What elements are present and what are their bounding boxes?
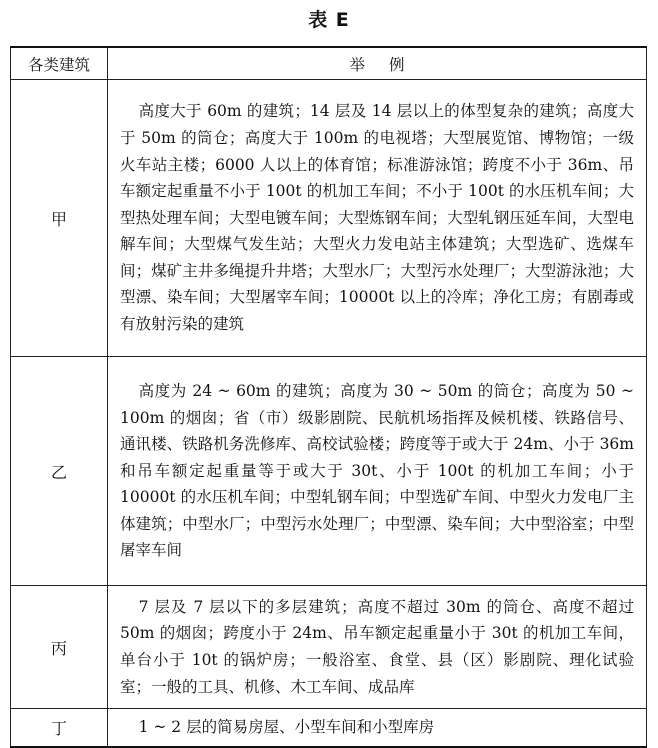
- table-title: 表 E: [308, 9, 350, 31]
- table-row: [11, 357, 647, 586]
- category-cell: 丁: [11, 709, 108, 748]
- table-row: [11, 80, 647, 357]
- header-category: 各类建筑: [11, 47, 108, 80]
- category-cell: 丙: [11, 586, 108, 709]
- table-row: [11, 709, 647, 748]
- category-cell: 乙: [11, 357, 108, 586]
- header-row: [11, 47, 647, 80]
- building-category-table: [10, 46, 647, 748]
- header-examples: 举例: [108, 47, 647, 80]
- category-cell: 甲: [11, 80, 108, 357]
- examples-cell: 高度大于 60m 的建筑；14 层及 14 层以上的体型复杂的建筑；高度大于 50m 的筒仓；高度大于 100m 的电视塔；大型展览馆、博物馆；一级火车站主楼；6000 人以上的体育馆；标准游泳馆；跨度不小于 36m、吊车额定起重量不小于 100t 的机加工车间；不小于 100t 的水压机车间；大型热处理车间；大型电镀车间；大型炼钢车间；大型轧钢压延车间，大型电解车间；大型煤气发生站；大型火力发电站主体建筑；大型选矿、选煤车间；煤矿主井多绳提升井塔；大型水厂；大型污水处理厂；大型游泳池；大型漂、染车间；大型屠宰车间；10000t 以上的冷库；净化工房；有剧毒或有放射污染的建筑: [108, 80, 647, 357]
- table-row: [11, 586, 647, 709]
- examples-cell: 1 ~ 2 层的简易房屋、小型车间和小型库房: [108, 709, 647, 748]
- examples-cell: 7 层及 7 层以下的多层建筑；高度不超过 30m 的筒仓、高度不超过 50m 的烟囱；跨度小于 24m、吊车额定起重量小于 30t 的机加工车间，单台小于 10t 的锅炉房；一般浴室、食堂、县（区）影剧院、理化试验室；一般的工具、机修、木工车间、成品库: [108, 586, 647, 709]
- examples-cell: 高度为 24 ~ 60m 的建筑；高度为 30 ~ 50m 的筒仓；高度为 50 ~ 100m 的烟囱；省（市）级影剧院、民航机场指挥及候机楼、铁路信号、通讯楼、铁路机务洗修库、高校试验楼；跨度等于或大于 24m、小于 36m 和吊车额定起重量等于或大于 30t、小于 100t 的机加工车间；小于 10000t 的水压机车间；中型轧钢车间；中型选矿车间、中型火力发电厂主体建筑；中型水厂；中型污水处理厂；中型漂、染车间；大中型浴室；中型屠宰车间: [108, 357, 647, 586]
